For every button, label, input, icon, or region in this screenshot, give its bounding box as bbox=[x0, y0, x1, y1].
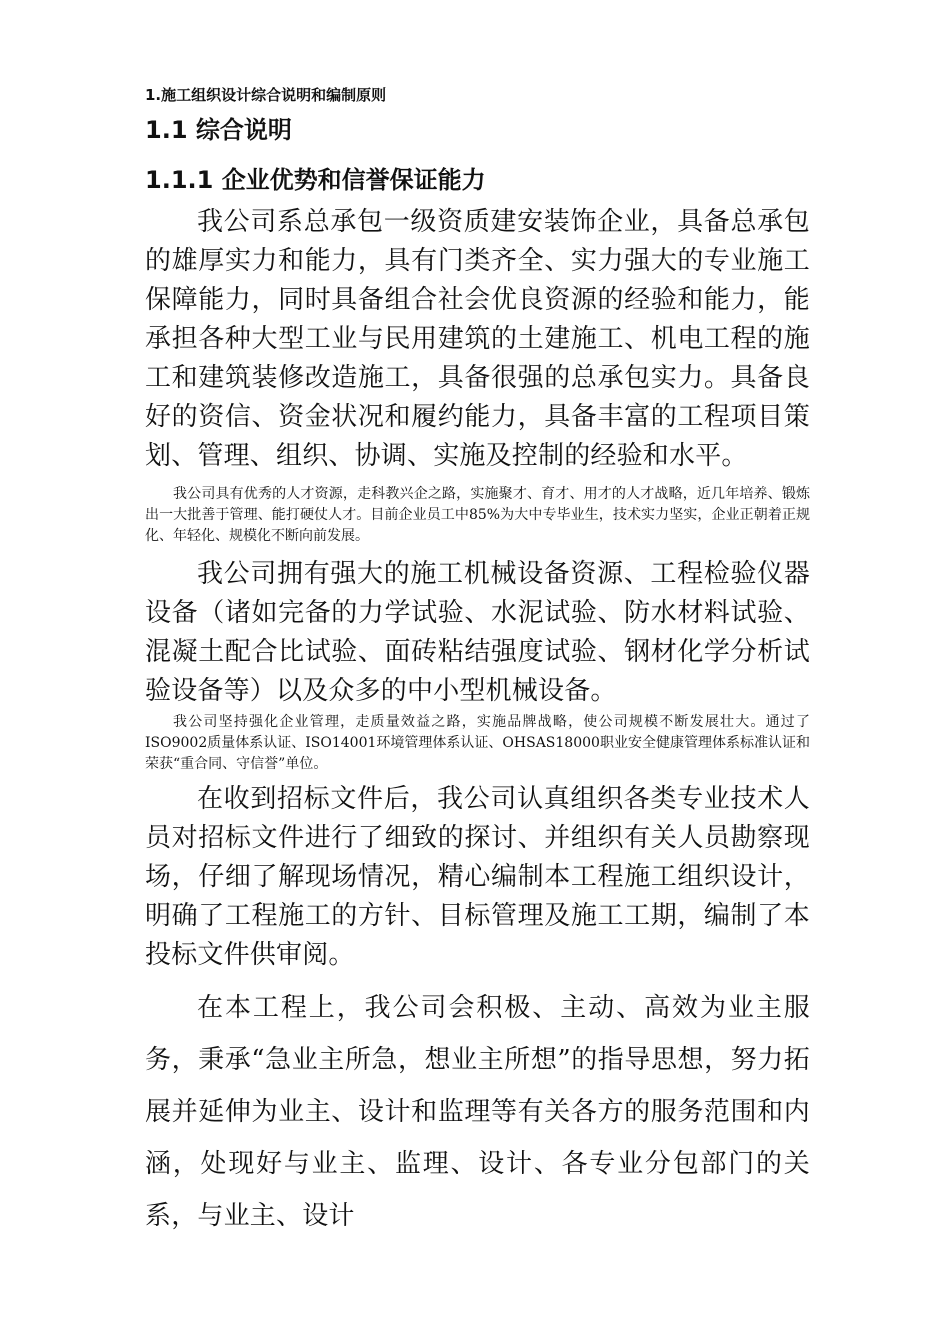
subsection-title: 1.1 综合说明 bbox=[145, 116, 292, 144]
paragraph-service-commitment: 在本工程上，我公司会积极、主动、高效为业主服务，秉承“急业主所急，想业主所想”的指导思想，努力拓展并延伸为业主、设计和监理等有关各方的服务范围和内涵，处现好与业主、监理、设计、各专业分包部门的关系，与业主、设计 bbox=[145, 993, 810, 1231]
subsubsection-title: 1.1.1 企业优势和信誉保证能力 bbox=[145, 166, 486, 194]
paragraph-equipment: 我公司拥有强大的施工机械设备资源、工程检验仪器设备（诸如完备的力学试验、水泥试验、防水材料试验、混凝土配合比试验、面砖粘结强度试验、钢材化学分析试验设备等）以及众多的中小型机械设备。 bbox=[145, 559, 810, 706]
section-title: 1.施工组织设计综合说明和编制原则 bbox=[145, 86, 387, 104]
paragraph-company-strength: 我公司系总承包一级资质建安装饰企业，具备总承包的雄厚实力和能力，具有门类齐全、实力强大的专业施工保障能力，同时具备组合社会优良资源的经验和能力，能承担各种大型工业与民用建筑的土建施工、机电工程的施工和建筑装修改造施工，具备很强的总承包实力。具备良好的资信、资金状况和履约能力，具备丰富的工程项目策划、管理、组织、协调、实施及控制的经验和水平。 bbox=[145, 207, 810, 471]
paragraph-management: 我公司坚持强化企业管理，走质量效益之路，实施品牌战略，使公司规模不断发展壮大。通过了ISO9002质量体系认证、ISO14001环境管理体系认证、OHSAS18000职业安全健康管理体系标准认证和荣获“重合同、守信誉”单位。 bbox=[145, 714, 810, 772]
paragraph-talent: 我公司具有优秀的人才资源，走科教兴企之路，实施聚才、育才、用才的人才战略，近几年培养、锻炼出一大批善于管理、能打硬仗人才。目前企业员工中85%为大中专毕业生，技术实力坚实，企业正朝着正规化、年轻化、规模化不断向前发展。 bbox=[145, 486, 810, 544]
paragraph-tender-preparation: 在收到招标文件后，我公司认真组织各类专业技术人员对招标文件进行了细致的探讨、并组织有关人员勘察现场，仔细了解现场情况，精心编制本工程施工组织设计，明确了工程施工的方针、目标管理及施工工期，编制了本投标文件供审阅。 bbox=[145, 784, 810, 970]
